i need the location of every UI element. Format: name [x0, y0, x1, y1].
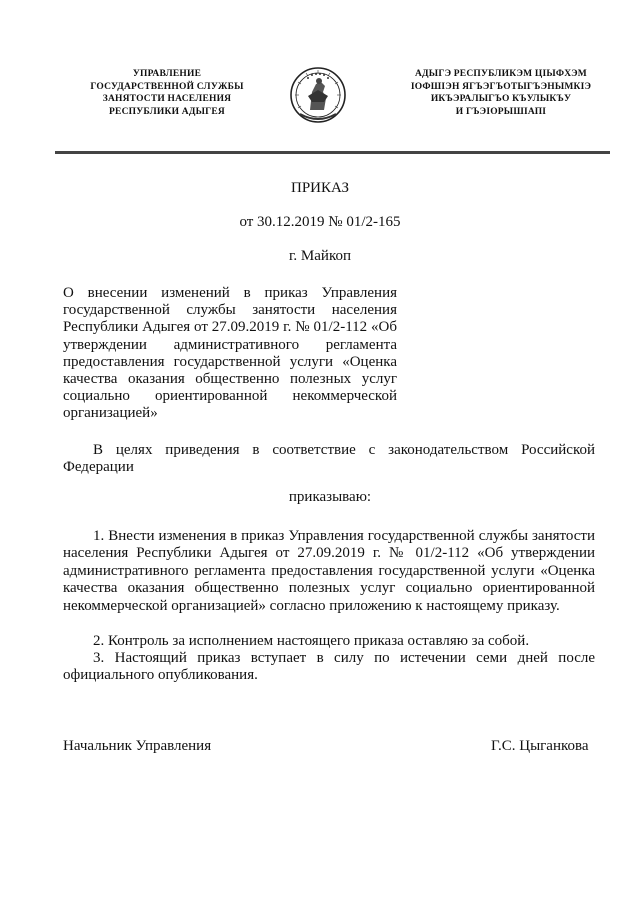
order-item: 1. Внести изменения в приказ Управления государственной службы занятости населения Республики Адыгея от 27.09.2019 г. № 01/2-112 «Об утверждении административного регламента предоставления государственной услуги «Оценка качества оказания общественно полезных услуг социально ориентированной некоммерческой организацией» согласно приложению к настоящему приказу.	[63, 528, 595, 614]
coat-of-arms-emblem-icon	[288, 62, 348, 132]
letterhead-left-line: УПРАВЛЕНИЕ	[132, 69, 202, 79]
letterhead-right-line: IОФШIЭН ЯГЪЭГЪОТЫГЪЭНЫМКIЭ	[410, 81, 592, 92]
letterhead-left	[62, 68, 272, 118]
document-title: ПРИКАЗ	[291, 180, 349, 196]
letterhead	[0, 68, 640, 138]
document-date-number: от 30.12.2019 № 01/2-165	[239, 214, 401, 230]
letterhead-left-line: ЗАНЯТОСТИ НАСЕЛЕНИЯ	[102, 94, 232, 104]
order-word: приказываю:	[288, 489, 372, 505]
order-item: 2. Контроль за исполнением настоящего приказа оставляю за собой.	[93, 633, 530, 649]
document-city: г. Майкоп	[288, 248, 352, 264]
document-intro: В целях приведения в соответствие с законодательством Российской Федерации	[63, 442, 595, 476]
letterhead-right	[396, 68, 606, 118]
letterhead-left-line: ГОСУДАРСТВЕННОЙ СЛУЖБЫ	[90, 81, 244, 92]
order-item: 3. Настоящий приказ вступает в силу по истечении семи дней после официального опубликования.	[63, 650, 595, 684]
letterhead-divider	[55, 151, 610, 154]
letterhead-left-line: РЕСПУБЛИКИ АДЫГЕЯ	[109, 106, 225, 117]
signature-title: Начальник Управления	[63, 738, 212, 754]
document-subject: О внесении изменений в приказ Управления государственной службы занятости населения Республики Адыгея от 27.09.2019 г. № 01/2-112 «Об утверждении административного регламента предоставления государственной услуги «Оценка качества оказания общественно полезных услуг социально ориентированной некоммерческой организацией»	[63, 285, 397, 422]
letterhead-right-line: И ГЪЭIОРЫШIАПI	[455, 106, 547, 117]
letterhead-right-line: ИКЪЭРАЛЫГЪО КЪУЛЫКЪУ	[430, 94, 572, 104]
signature-name: Г.С. Цыганкова	[491, 738, 589, 754]
letterhead-right-line: АДЫГЭ РЕСПУБЛИКЭМ ЦIЫФХЭМ	[415, 69, 587, 79]
